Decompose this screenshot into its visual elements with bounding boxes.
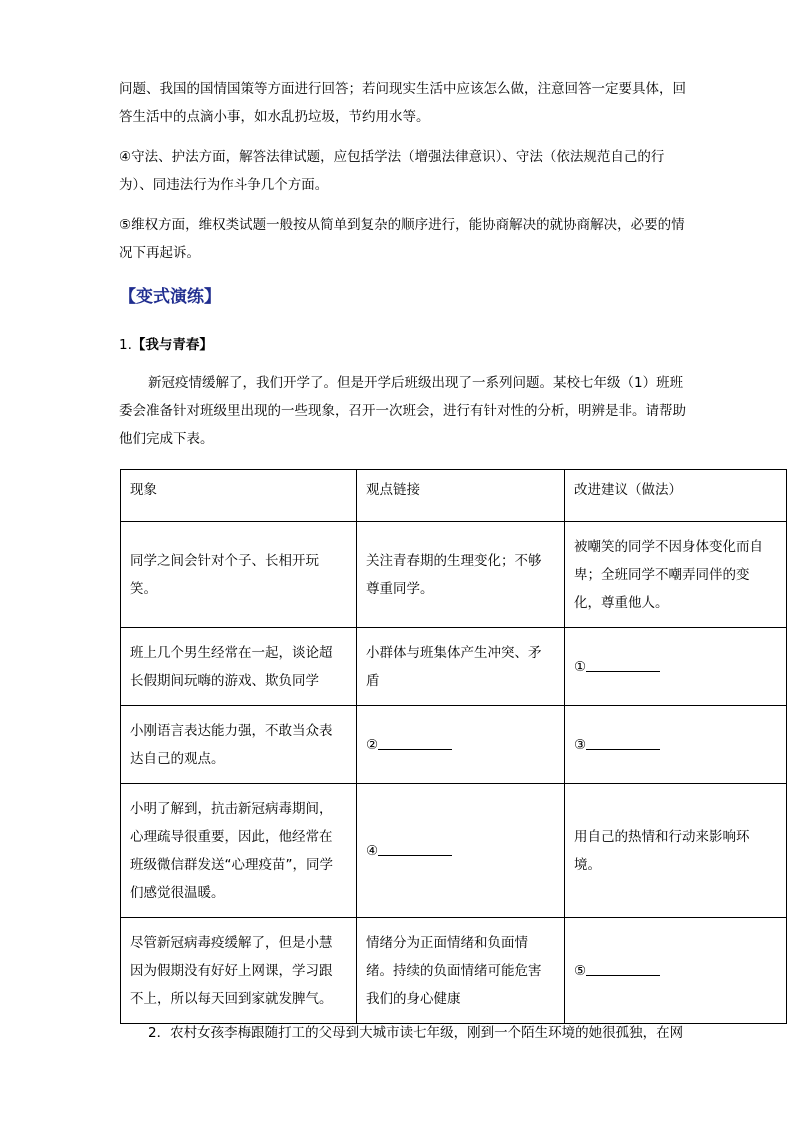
analysis-table: [120, 469, 787, 1024]
viewpoint-cell: [357, 628, 565, 706]
question-1-heading: [119, 333, 213, 353]
answer-cell-2[interactable]: [357, 706, 565, 784]
answer-blank[interactable]: [586, 735, 660, 750]
question-2-text: 2．农村女孩李梅跟随打工的父母到大城市读七年级，刚到一个陌生环境的她很孤独，在网: [148, 1025, 684, 1041]
phenomenon-cell: [121, 918, 357, 1024]
question-intro-line: 委会准备针对班级里出现的一些现象，召开一次班会，进行有针对性的分析，明辨是非。请帮助: [119, 403, 686, 419]
blank-marker: ②: [366, 736, 379, 753]
viewpoint-cell: [357, 522, 565, 628]
table-row: [121, 784, 787, 918]
column-header: 现象: [121, 470, 357, 522]
answer-blank[interactable]: [586, 657, 660, 672]
blank-marker: ⑤: [574, 962, 587, 979]
cell-line: 小群体与班集体产生冲突、矛: [366, 644, 542, 661]
table-row: [121, 918, 787, 1024]
question-title: 【我与青春】: [131, 337, 213, 353]
cell-line: 盾: [366, 672, 380, 689]
paragraph-line: ⑤维权方面，维权类试题一般按从简单到复杂的顺序进行，能协商解决的就协商解决，必要的情: [119, 217, 685, 233]
suggestion-cell: [565, 522, 787, 628]
answer-blank[interactable]: [378, 841, 452, 856]
suggestion-cell: [565, 784, 787, 918]
phenomenon-cell: [121, 784, 357, 918]
cell-line: 绪。持续的负面情绪可能危害: [366, 962, 542, 979]
table-row: [121, 522, 787, 628]
cell-line: 境。: [574, 856, 601, 873]
answer-blank[interactable]: [586, 961, 660, 976]
cell-line: 长假期间玩嗨的游戏、欺负同学: [130, 672, 319, 689]
answer-blank[interactable]: [378, 735, 452, 750]
table-row: [121, 628, 787, 706]
blank-marker: ①: [574, 658, 587, 675]
cell-line: 卑；全班同学不嘲弄同伴的变: [574, 566, 750, 583]
table-header-row: [121, 470, 787, 522]
cell-line: 因为假期没有好好上网课，学习跟: [130, 962, 333, 979]
paragraph-line: 为）、同违法行为作斗争几个方面。: [119, 177, 329, 193]
cell-line: 尊重同学。: [366, 580, 434, 597]
paragraph-line: ④守法、护法方面，解答法律试题，应包括学法（增强法律意识）、守法（依法规范自己的行: [119, 149, 665, 165]
question-number: 1.: [119, 337, 132, 353]
cell-line: 同学之间会针对个子、长相开玩: [130, 552, 319, 569]
answer-cell-4[interactable]: [357, 784, 565, 918]
question-intro-line: 新冠疫情缓解了，我们开学了。但是开学后班级出现了一系列问题。某校七年级（1）班班: [148, 375, 684, 391]
cell-line: 化，尊重他人。: [574, 594, 669, 611]
phenomenon-cell: [121, 522, 357, 628]
cell-line: 我们的身心健康: [366, 990, 461, 1007]
cell-line: 班级微信群发送“心理疫苗”，同学: [130, 856, 333, 873]
cell-line: 心理疏导很重要，因此，他经常在: [130, 828, 333, 845]
cell-line: 情绪分为正面情绪和负面情: [366, 934, 528, 951]
cell-line: 不上，所以每天回到家就发脾气。: [130, 990, 333, 1007]
answer-cell-5[interactable]: [565, 918, 787, 1024]
answer-cell-1[interactable]: [565, 628, 787, 706]
cell-line: 达自己的观点。: [130, 750, 225, 767]
cell-line: 小刚语言表达能力强，不敢当众表: [130, 722, 333, 739]
cell-line: 们感觉很温暖。: [130, 884, 225, 901]
question-intro-line: 他们完成下表。: [119, 431, 214, 447]
cell-line: 小明了解到，抗击新冠病毒期间，: [130, 800, 333, 817]
blank-marker: ④: [366, 842, 379, 859]
cell-line: 笑。: [130, 580, 157, 597]
blank-marker: ③: [574, 736, 587, 753]
cell-line: 关注青春期的生理变化；不够: [366, 552, 542, 569]
answer-cell-3[interactable]: [565, 706, 787, 784]
cell-line: 用自己的热情和行动来影响环: [574, 828, 750, 845]
paragraph-line: 问题、我国的国情国策等方面进行回答；若问现实生活中应该怎么做，注意回答一定要具体，回: [119, 81, 686, 97]
viewpoint-cell: [357, 918, 565, 1024]
column-header: 改进建议（做法）: [565, 470, 787, 522]
cell-line: 尽管新冠病毒疫缓解了，但是小慧: [130, 934, 333, 951]
paragraph-line: 况下再起诉。: [119, 245, 200, 261]
section-title: 【变式演练】: [119, 287, 221, 307]
phenomenon-cell: [121, 628, 357, 706]
phenomenon-cell: [121, 706, 357, 784]
paragraph-line: 答生活中的点滴小事，如水乱扔垃圾，节约用水等。: [119, 109, 430, 125]
cell-line: 被嘲笑的同学不因身体变化而自: [574, 538, 763, 555]
table-row: [121, 706, 787, 784]
column-header: 观点链接: [357, 470, 565, 522]
cell-line: 班上几个男生经常在一起，谈论超: [130, 644, 333, 661]
